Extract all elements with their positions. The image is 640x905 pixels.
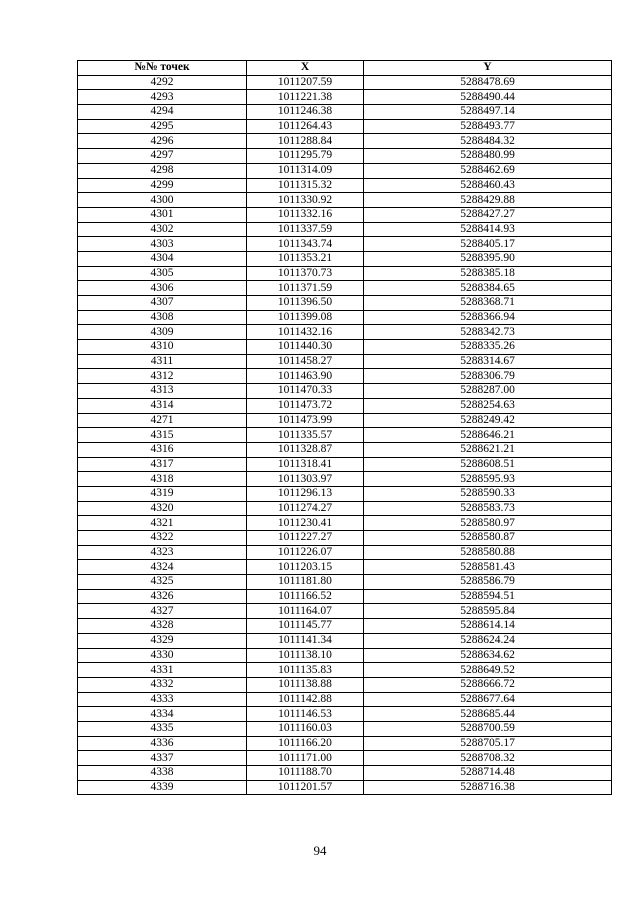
x-cell: 1011138.88: [247, 677, 364, 692]
y-cell: 5288460.43: [364, 178, 612, 193]
point-number-cell: 4328: [78, 619, 247, 634]
point-number-cell: 4322: [78, 531, 247, 546]
table-row: [78, 501, 612, 516]
page-number: 94: [313, 843, 327, 858]
table-row: [78, 575, 612, 590]
table-row: [78, 310, 612, 325]
table-row: [78, 648, 612, 663]
y-cell: 5288249.42: [364, 413, 612, 428]
x-cell: 1011201.57: [247, 780, 364, 795]
table-row: [78, 266, 612, 281]
y-cell: 5288342.73: [364, 325, 612, 340]
x-cell: 1011166.20: [247, 736, 364, 751]
table-row: [78, 486, 612, 501]
point-number-cell: 4303: [78, 237, 247, 252]
point-number-cell: 4330: [78, 648, 247, 663]
x-cell: 1011141.34: [247, 633, 364, 648]
x-cell: 1011318.41: [247, 457, 364, 472]
point-number-cell: 4292: [78, 75, 247, 90]
x-cell: 1011458.27: [247, 354, 364, 369]
x-cell: 1011295.79: [247, 149, 364, 164]
table-row: [78, 251, 612, 266]
table-row: [78, 325, 612, 340]
y-cell: 5288649.52: [364, 663, 612, 678]
point-number-cell: 4329: [78, 633, 247, 648]
table-row: [78, 545, 612, 560]
table-row: [78, 604, 612, 619]
x-cell: 1011207.59: [247, 75, 364, 90]
table-row: [78, 178, 612, 193]
y-cell: 5288614.14: [364, 619, 612, 634]
y-cell: 5288254.63: [364, 398, 612, 413]
x-cell: 1011221.38: [247, 90, 364, 105]
table-row: [78, 428, 612, 443]
x-cell: 1011330.92: [247, 193, 364, 208]
y-cell: 5288462.69: [364, 163, 612, 178]
x-cell: 1011396.50: [247, 296, 364, 311]
point-number-cell: 4327: [78, 604, 247, 619]
x-cell: 1011264.43: [247, 119, 364, 134]
x-cell: 1011337.59: [247, 222, 364, 237]
point-number-cell: 4333: [78, 692, 247, 707]
point-number-cell: 4307: [78, 296, 247, 311]
point-number-cell: 4301: [78, 207, 247, 222]
y-cell: 5288580.87: [364, 531, 612, 546]
y-cell: 5288646.21: [364, 428, 612, 443]
table-row: [78, 766, 612, 781]
y-cell: 5288608.51: [364, 457, 612, 472]
y-cell: 5288581.43: [364, 560, 612, 575]
x-cell: 1011371.59: [247, 281, 364, 296]
point-number-cell: 4319: [78, 486, 247, 501]
table-row: [78, 633, 612, 648]
x-cell: 1011473.72: [247, 398, 364, 413]
table-row: [78, 193, 612, 208]
y-cell: 5288580.88: [364, 545, 612, 560]
coordinates-table: [77, 60, 612, 795]
y-cell: 5288335.26: [364, 340, 612, 355]
point-number-cell: 4324: [78, 560, 247, 575]
point-number-cell: 4316: [78, 442, 247, 457]
table-row: [78, 119, 612, 134]
header-x: X: [247, 61, 364, 76]
x-cell: 1011171.00: [247, 751, 364, 766]
y-cell: 5288429.88: [364, 193, 612, 208]
x-cell: 1011399.08: [247, 310, 364, 325]
y-cell: 5288714.48: [364, 766, 612, 781]
y-cell: 5288583.73: [364, 501, 612, 516]
table-row: [78, 340, 612, 355]
table-row: [78, 707, 612, 722]
x-cell: 1011470.33: [247, 384, 364, 399]
table-row: [78, 281, 612, 296]
y-cell: 5288385.18: [364, 266, 612, 281]
header-point-number: №№ точек: [78, 61, 247, 76]
point-number-cell: 4308: [78, 310, 247, 325]
x-cell: 1011314.09: [247, 163, 364, 178]
y-cell: 5288480.99: [364, 149, 612, 164]
table-row: [78, 384, 612, 399]
point-number-cell: 4321: [78, 516, 247, 531]
y-cell: 5288705.17: [364, 736, 612, 751]
x-cell: 1011370.73: [247, 266, 364, 281]
point-number-cell: 4304: [78, 251, 247, 266]
x-cell: 1011463.90: [247, 369, 364, 384]
point-number-cell: 4338: [78, 766, 247, 781]
point-number-cell: 4311: [78, 354, 247, 369]
x-cell: 1011473.99: [247, 413, 364, 428]
point-number-cell: 4334: [78, 707, 247, 722]
x-cell: 1011332.16: [247, 207, 364, 222]
point-number-cell: 4295: [78, 119, 247, 134]
point-number-cell: 4337: [78, 751, 247, 766]
table-row: [78, 721, 612, 736]
y-cell: 5288405.17: [364, 237, 612, 252]
x-cell: 1011160.03: [247, 721, 364, 736]
table-body: [78, 75, 612, 795]
table-row: [78, 751, 612, 766]
y-cell: 5288595.84: [364, 604, 612, 619]
y-cell: 5288493.77: [364, 119, 612, 134]
table-row: [78, 560, 612, 575]
point-number-cell: 4312: [78, 369, 247, 384]
x-cell: 1011296.13: [247, 486, 364, 501]
y-cell: 5288666.72: [364, 677, 612, 692]
table-row: [78, 442, 612, 457]
point-number-cell: 4336: [78, 736, 247, 751]
x-cell: 1011343.74: [247, 237, 364, 252]
point-number-cell: 4323: [78, 545, 247, 560]
y-cell: 5288634.62: [364, 648, 612, 663]
x-cell: 1011142.88: [247, 692, 364, 707]
y-cell: 5288700.59: [364, 721, 612, 736]
y-cell: 5288384.65: [364, 281, 612, 296]
table-row: [78, 677, 612, 692]
y-cell: 5288708.32: [364, 751, 612, 766]
table-row: [78, 149, 612, 164]
table-row: [78, 457, 612, 472]
y-cell: 5288306.79: [364, 369, 612, 384]
point-number-cell: 4294: [78, 105, 247, 120]
y-cell: 5288621.21: [364, 442, 612, 457]
table-row: [78, 134, 612, 149]
point-number-cell: 4293: [78, 90, 247, 105]
x-cell: 1011274.27: [247, 501, 364, 516]
x-cell: 1011227.27: [247, 531, 364, 546]
x-cell: 1011135.83: [247, 663, 364, 678]
x-cell: 1011440.30: [247, 340, 364, 355]
point-number-cell: 4315: [78, 428, 247, 443]
x-cell: 1011146.53: [247, 707, 364, 722]
table-row: [78, 692, 612, 707]
y-cell: 5288490.44: [364, 90, 612, 105]
x-cell: 1011203.15: [247, 560, 364, 575]
x-cell: 1011138.10: [247, 648, 364, 663]
table-header: [78, 61, 612, 76]
point-number-cell: 4306: [78, 281, 247, 296]
point-number-cell: 4310: [78, 340, 247, 355]
x-cell: 1011166.52: [247, 589, 364, 604]
table-row: [78, 163, 612, 178]
y-cell: 5288590.33: [364, 486, 612, 501]
table-row: [78, 105, 612, 120]
y-cell: 5288366.94: [364, 310, 612, 325]
header-y: Y: [364, 61, 612, 76]
x-cell: 1011315.32: [247, 178, 364, 193]
point-number-cell: 4325: [78, 575, 247, 590]
point-number-cell: 4318: [78, 472, 247, 487]
y-cell: 5288586.79: [364, 575, 612, 590]
x-cell: 1011145.77: [247, 619, 364, 634]
x-cell: 1011335.57: [247, 428, 364, 443]
x-cell: 1011181.80: [247, 575, 364, 590]
table-row: [78, 207, 612, 222]
table-row: [78, 736, 612, 751]
x-cell: 1011432.16: [247, 325, 364, 340]
point-number-cell: 4299: [78, 178, 247, 193]
y-cell: 5288414.93: [364, 222, 612, 237]
table-row: [78, 222, 612, 237]
y-cell: 5288677.64: [364, 692, 612, 707]
table-row: [78, 619, 612, 634]
point-number-cell: 4314: [78, 398, 247, 413]
y-cell: 5288287.00: [364, 384, 612, 399]
table-row: [78, 531, 612, 546]
point-number-cell: 4309: [78, 325, 247, 340]
y-cell: 5288478.69: [364, 75, 612, 90]
y-cell: 5288427.27: [364, 207, 612, 222]
point-number-cell: 4302: [78, 222, 247, 237]
x-cell: 1011188.70: [247, 766, 364, 781]
table-row: [78, 354, 612, 369]
point-number-cell: 4331: [78, 663, 247, 678]
table-row: [78, 663, 612, 678]
y-cell: 5288594.51: [364, 589, 612, 604]
y-cell: 5288497.14: [364, 105, 612, 120]
x-cell: 1011328.87: [247, 442, 364, 457]
y-cell: 5288368.71: [364, 296, 612, 311]
y-cell: 5288395.90: [364, 251, 612, 266]
table-row: [78, 237, 612, 252]
point-number-cell: 4320: [78, 501, 247, 516]
table-row: [78, 398, 612, 413]
point-number-cell: 4332: [78, 677, 247, 692]
point-number-cell: 4297: [78, 149, 247, 164]
point-number-cell: 4296: [78, 134, 247, 149]
table-row: [78, 90, 612, 105]
table-row: [78, 589, 612, 604]
table-row: [78, 780, 612, 795]
point-number-cell: 4271: [78, 413, 247, 428]
y-cell: 5288580.97: [364, 516, 612, 531]
point-number-cell: 4298: [78, 163, 247, 178]
y-cell: 5288314.67: [364, 354, 612, 369]
point-number-cell: 4339: [78, 780, 247, 795]
x-cell: 1011303.97: [247, 472, 364, 487]
header-row: [78, 61, 612, 76]
x-cell: 1011164.07: [247, 604, 364, 619]
table-row: [78, 75, 612, 90]
point-number-cell: 4305: [78, 266, 247, 281]
point-number-cell: 4313: [78, 384, 247, 399]
table-row: [78, 472, 612, 487]
point-number-cell: 4326: [78, 589, 247, 604]
x-cell: 1011353.21: [247, 251, 364, 266]
table-row: [78, 296, 612, 311]
point-number-cell: 4335: [78, 721, 247, 736]
x-cell: 1011288.84: [247, 134, 364, 149]
point-number-cell: 4317: [78, 457, 247, 472]
point-number-cell: 4300: [78, 193, 247, 208]
x-cell: 1011246.38: [247, 105, 364, 120]
table-row: [78, 516, 612, 531]
table-row: [78, 369, 612, 384]
table-row: [78, 413, 612, 428]
y-cell: 5288716.38: [364, 780, 612, 795]
y-cell: 5288484.32: [364, 134, 612, 149]
x-cell: 1011230.41: [247, 516, 364, 531]
y-cell: 5288624.24: [364, 633, 612, 648]
y-cell: 5288595.93: [364, 472, 612, 487]
x-cell: 1011226.07: [247, 545, 364, 560]
y-cell: 5288685.44: [364, 707, 612, 722]
